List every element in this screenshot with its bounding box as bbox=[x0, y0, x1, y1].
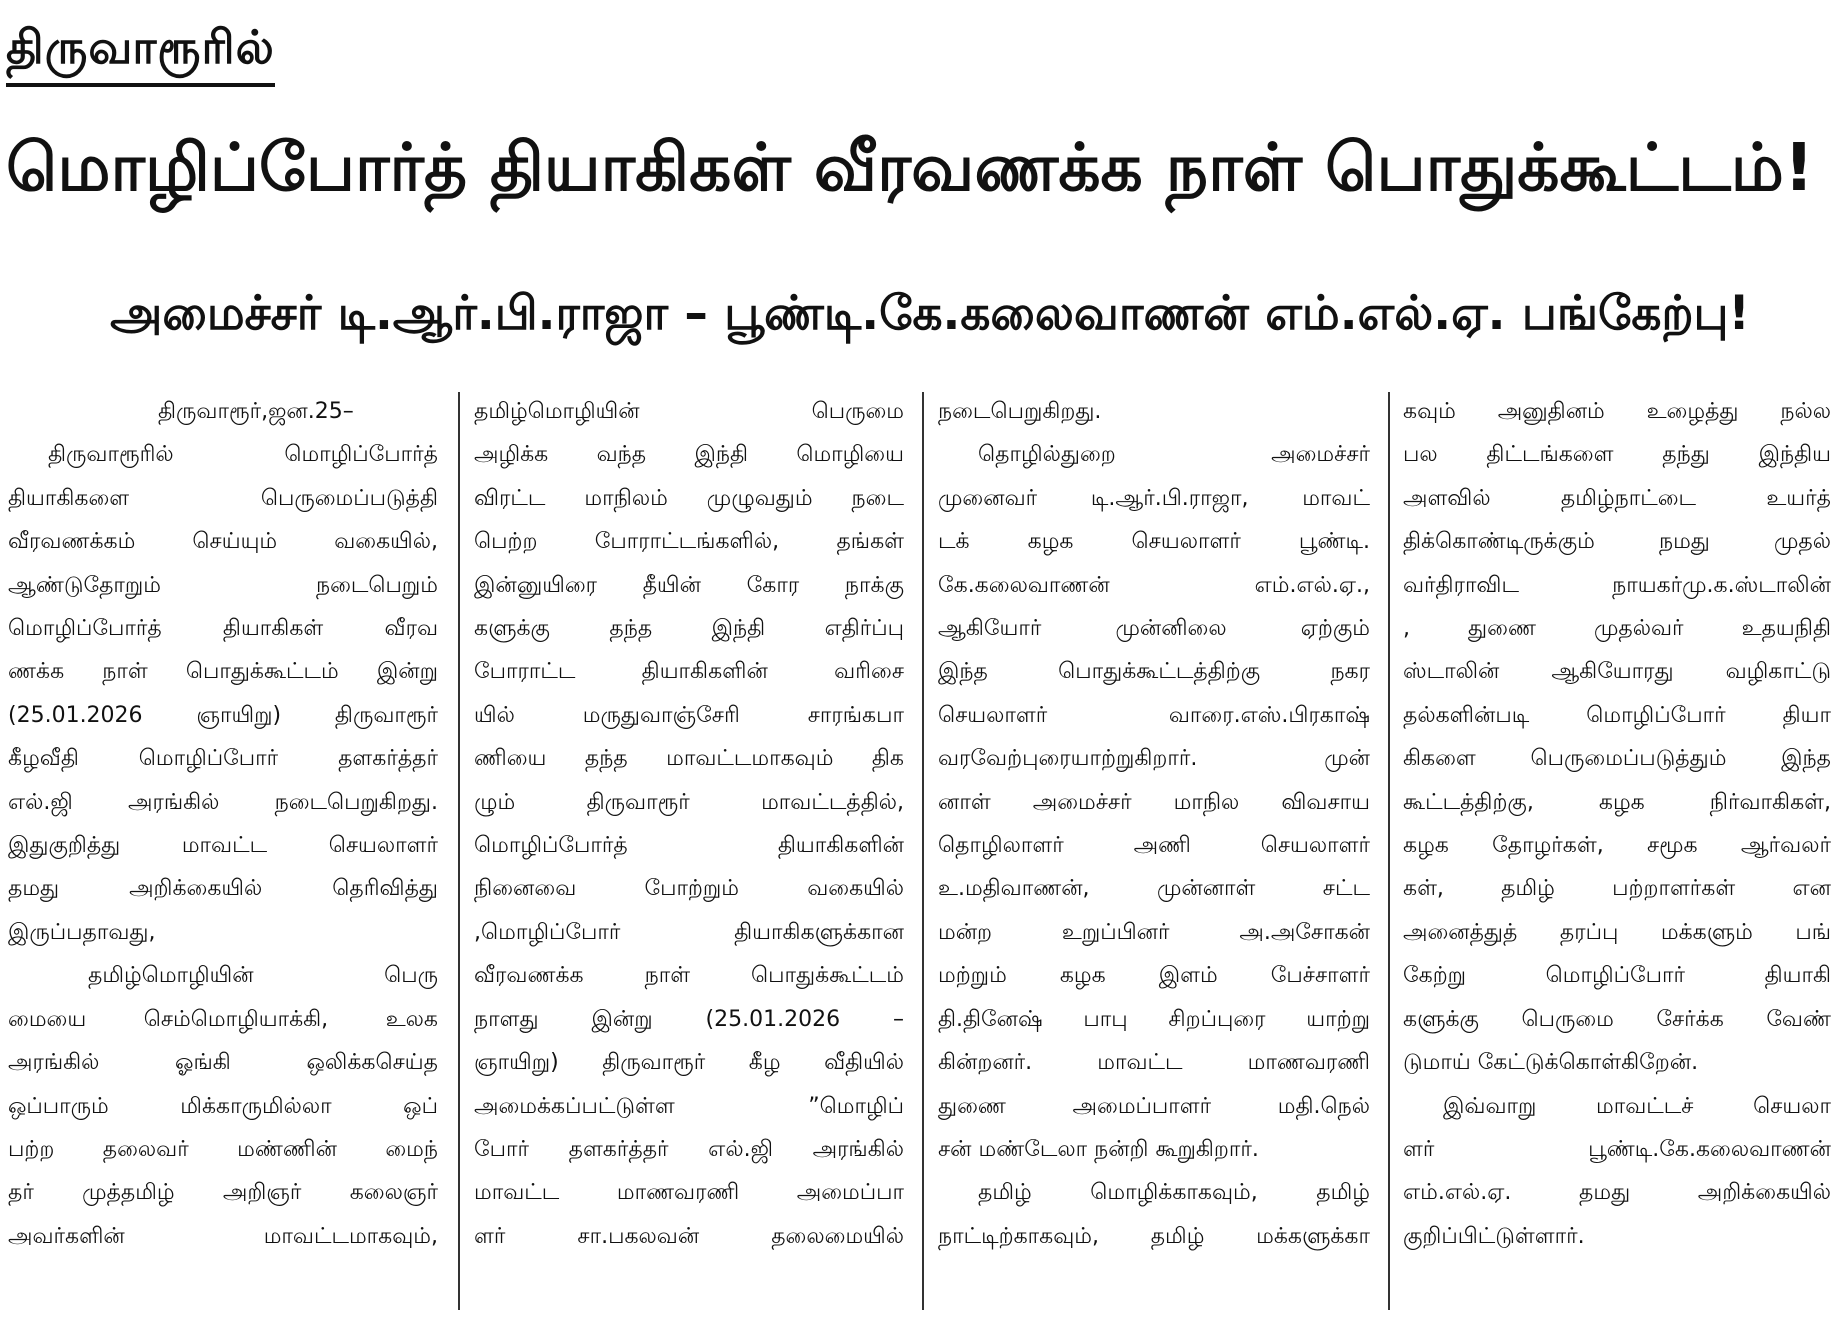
article-column-4 bbox=[1403, 390, 1831, 1310]
article-column-3 bbox=[938, 390, 1370, 1310]
text-line: ஒப்பாரும் மிக்காருமில்லா ஒப் bbox=[8, 1093, 438, 1119]
dateline: திருவாரூர்,ஜன.25– bbox=[158, 399, 354, 424]
text-line: மற்றும் கழக இளம் பேச்சாளர் bbox=[938, 963, 1370, 989]
text-line: களுக்கு பெருமை சேர்க்க வேண் bbox=[1403, 1006, 1831, 1032]
text-line: ,மொழிப்போர் தியாகிகளுக்கான bbox=[474, 919, 904, 945]
text-line: ழும் திருவாரூர் மாவட்டத்தில், bbox=[474, 789, 904, 815]
text-line: னாள் அமைச்சர் மாநில விவசாய bbox=[938, 789, 1370, 815]
text-line: ணியை தந்த மாவட்டமாகவும் திக bbox=[474, 746, 904, 772]
text-line: இன்னுயிரை தீயின் கோர நாக்கு bbox=[474, 572, 904, 598]
text-line: கேற்று மொழிப்போர் தியாகி bbox=[1403, 963, 1831, 989]
text-line: கிகளை பெருமைப்படுத்தும் இந்த bbox=[1403, 746, 1831, 772]
text-line: அழிக்க வந்த இந்தி மொழியை bbox=[474, 442, 904, 468]
text-line: தமது அறிக்கையில் தெரிவித்து bbox=[8, 876, 438, 902]
text-line: அவர்களின் மாவட்டமாகவும், bbox=[8, 1223, 438, 1249]
text-line: கூட்டத்திற்கு, கழக நிர்வாகிகள், bbox=[1403, 789, 1831, 815]
text-line: இதுகுறித்து மாவட்ட செயலாளர் bbox=[8, 833, 438, 859]
text-line: வீரவணக்க நாள் பொதுக்கூட்டம் bbox=[474, 963, 904, 989]
text-line: முனைவர் டி.ஆர்.பி.ராஜா, மாவட் bbox=[938, 485, 1370, 511]
text-line: அமைக்கப்பட்டுள்ள ”மொழிப் bbox=[474, 1093, 904, 1119]
text-line: மாவட்ட மாணவரணி அமைப்பா bbox=[474, 1180, 904, 1206]
text-line: யில் மருதுவாஞ்சேரி சாரங்கபா bbox=[474, 702, 904, 728]
text-line: வரவேற்புரையாற்றுகிறார். முன் bbox=[938, 746, 1370, 772]
text-line: தொழில்துறை அமைச்சர் bbox=[978, 442, 1370, 468]
text-line: நாளது இன்று (25.01.2026 – bbox=[474, 1006, 904, 1032]
column-divider bbox=[1388, 392, 1390, 1310]
article-column-2 bbox=[474, 390, 904, 1310]
headline: மொழிப்போர்த் தியாகிகள் வீரவணக்க நாள் பொதுக்கூட்டம்! bbox=[6, 129, 1814, 206]
text-line: மையை செம்மொழியாக்கி, உலக bbox=[8, 1006, 438, 1032]
text-line: ளர் பூண்டி.கே.கலைவாணன் bbox=[1403, 1136, 1831, 1162]
text-line: கே.கலைவாணன் எம்.எல்.ஏ., bbox=[938, 572, 1370, 598]
text-line: நினைவை போற்றும் வகையில் bbox=[474, 876, 904, 902]
text-line: ஆண்டுதோறும் நடைபெறும் bbox=[8, 572, 438, 598]
column-divider bbox=[458, 392, 460, 1310]
text-line: போராட்ட தியாகிகளின் வரிசை bbox=[474, 659, 904, 685]
text-line: துணை அமைப்பாளர் மதி.நெல் bbox=[938, 1093, 1370, 1119]
text-line: டுமாய் கேட்டுக்கொள்கிறேன். bbox=[1403, 1050, 1699, 1076]
text-line: ஸ்டாலின் ஆகியோரது வழிகாட்டு bbox=[1403, 659, 1831, 685]
text-line: அனைத்துத் தரப்பு மக்களும் பங் bbox=[1403, 919, 1831, 945]
article-column-1 bbox=[8, 390, 438, 1310]
text-line: தல்களின்படி மொழிப்போர் தியா bbox=[1403, 702, 1831, 728]
subheadline: அமைச்சர் டி.ஆர்.பி.ராஜா – பூண்டி.கே.கலைவாணன் எம்.எல்.ஏ. பங்கேற்பு! bbox=[110, 286, 1750, 341]
text-line: தர் முத்தமிழ் அறிஞர் கலைஞர் bbox=[8, 1180, 438, 1206]
text-line: செயலாளர் வாரை.எஸ்.பிரகாஷ் bbox=[938, 702, 1370, 728]
section-kicker: திருவாரூரில் bbox=[6, 20, 275, 87]
text-line: ஞாயிறு) திருவாரூர் கீழ வீதியில் bbox=[474, 1050, 904, 1076]
text-line: எம்.எல்.ஏ. தமது அறிக்கையில் bbox=[1403, 1180, 1831, 1206]
text-line: அளவில் தமிழ்நாட்டை உயர்த் bbox=[1403, 485, 1831, 511]
text-line: கள், தமிழ் பற்றாளர்கள் என bbox=[1403, 876, 1831, 902]
text-line: திக்கொண்டிருக்கும் நமது முதல் bbox=[1403, 529, 1831, 555]
text-line: கின்றனர். மாவட்ட மாணவரணி bbox=[938, 1050, 1370, 1076]
text-line: சன் மண்டேலா நன்றி கூறுகிறார். bbox=[938, 1136, 1259, 1162]
text-line: உ.மதிவாணன், முன்னாள் சட்ட bbox=[938, 876, 1370, 902]
text-line: போர் தளகர்த்தர் எல்.ஜி அரங்கில் bbox=[474, 1136, 904, 1162]
text-line: (25.01.2026 ஞாயிறு) திருவாரூர் bbox=[8, 702, 438, 728]
text-line: கவும் அனுதினம் உழைத்து நல்ல bbox=[1403, 399, 1831, 424]
text-line: களுக்கு தந்த இந்தி எதிர்ப்பு bbox=[474, 616, 904, 642]
text-line: தொழிலாளர் அணி செயலாளர் bbox=[938, 833, 1370, 859]
text-line: மொழிப்போர்த் தியாகிகளின் bbox=[474, 833, 904, 859]
text-line: மொழிப்போர்த் தியாகிகள் வீரவ bbox=[8, 616, 438, 642]
text-line: , துணை முதல்வர் உதயநிதி bbox=[1403, 616, 1831, 642]
text-line: கீழவீதி மொழிப்போர் தளகர்த்தர் bbox=[8, 746, 438, 772]
text-line: திருவாரூரில் மொழிப்போர்த் bbox=[48, 442, 438, 468]
text-line: வர்திராவிட நாயகர்மு.க.ஸ்டாலின் bbox=[1403, 572, 1831, 598]
text-line: தமிழ் மொழிக்காகவும், தமிழ் bbox=[978, 1180, 1370, 1206]
text-line: மன்ற உறுப்பினர் அ.அசோகன் bbox=[938, 919, 1370, 945]
text-line: நடைபெறுகிறது. bbox=[938, 399, 1102, 424]
text-line: பற்ற தலைவர் மண்ணின் மைந் bbox=[8, 1136, 438, 1162]
text-line: எல்.ஜி அரங்கில் நடைபெறுகிறது. bbox=[8, 789, 438, 815]
text-line: தமிழ்மொழியின் பெருமை bbox=[474, 399, 904, 424]
text-line: தியாகிகளை பெருமைப்படுத்தி bbox=[8, 485, 438, 511]
text-line: இந்த பொதுக்கூட்டத்திற்கு நகர bbox=[938, 659, 1370, 685]
text-line: இருப்பதாவது, bbox=[8, 919, 156, 945]
text-line: கழக தோழர்கள், சமூக ஆர்வலர் bbox=[1403, 833, 1831, 859]
text-line: தமிழ்மொழியின் பெரு bbox=[88, 963, 438, 989]
text-line: பெற்ற போராட்டங்களில், தங்கள் bbox=[474, 529, 904, 555]
text-line: குறிப்பிட்டுள்ளார். bbox=[1403, 1223, 1585, 1249]
text-line: அரங்கில் ஓங்கி ஒலிக்கசெய்த bbox=[8, 1050, 438, 1076]
text-line: நாட்டிற்காகவும், தமிழ் மக்களுக்கா bbox=[938, 1223, 1370, 1249]
text-line: ணக்க நாள் பொதுக்கூட்டம் இன்று bbox=[8, 659, 438, 685]
text-line: விரட்ட மாநிலம் முழுவதும் நடை bbox=[474, 485, 904, 511]
text-line: தி.தினேஷ் பாபு சிறப்புரை யாற்று bbox=[938, 1006, 1370, 1032]
text-line: டக் கழக செயலாளர் பூண்டி. bbox=[938, 529, 1370, 555]
text-line: ஆகியோர் முன்னிலை ஏற்கும் bbox=[938, 616, 1370, 642]
column-divider bbox=[922, 392, 924, 1310]
text-line: ளர் சா.பகலவன் தலைமையில் bbox=[474, 1223, 904, 1249]
text-line: வீரவணக்கம் செய்யும் வகையில், bbox=[8, 529, 438, 555]
text-line: பல திட்டங்களை தந்து இந்திய bbox=[1403, 442, 1831, 468]
text-line: இவ்வாறு மாவட்டச் செயலா bbox=[1443, 1093, 1831, 1119]
